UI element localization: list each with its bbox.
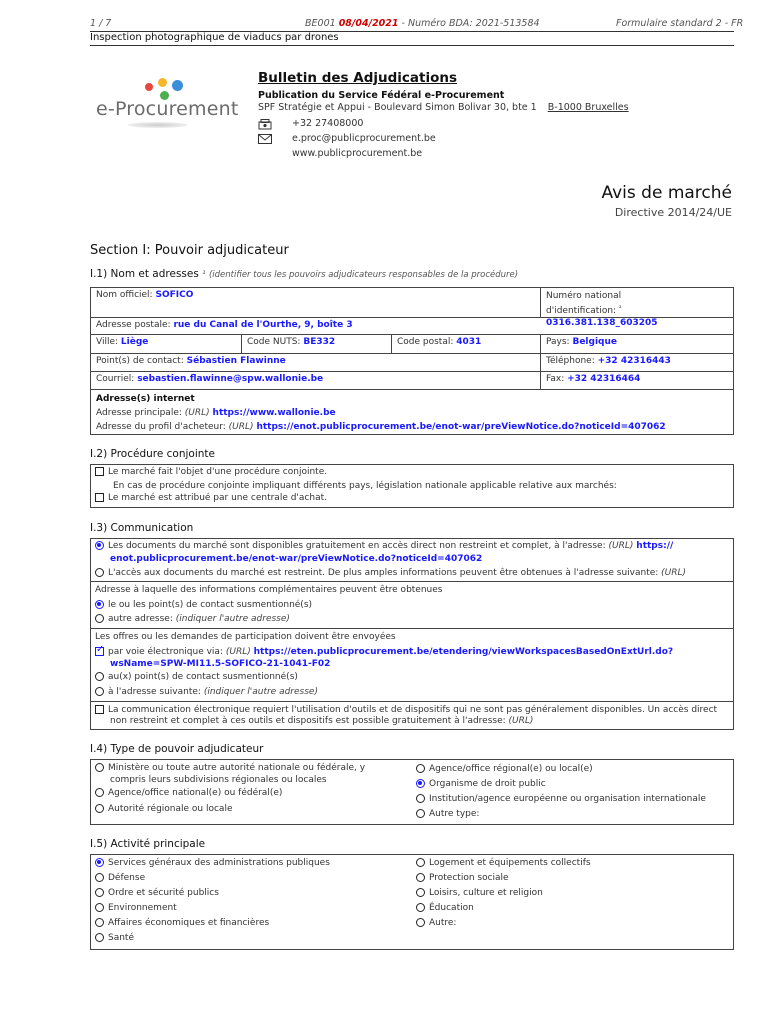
radio[interactable] xyxy=(95,933,104,942)
activity-label: Autre: xyxy=(429,918,457,928)
activity-label: Affaires économiques et financières xyxy=(108,918,270,928)
radio[interactable] xyxy=(95,763,104,772)
nuts-value: BE332 xyxy=(303,337,336,347)
docs-url-part2[interactable] xyxy=(110,554,482,564)
logo-text: e-Procurement xyxy=(96,98,239,120)
publication-date: 08/04/2021 xyxy=(338,18,399,29)
logo-dot-blue xyxy=(172,80,183,91)
radio[interactable] xyxy=(416,888,425,897)
s11-note: (identifier tous les pouvoirs adjudicateurs responsables de la procédure) xyxy=(208,270,519,280)
checkbox[interactable] xyxy=(95,705,104,714)
authority-regional-agency-option[interactable] xyxy=(416,764,593,774)
radio-selected[interactable] xyxy=(95,600,104,609)
city-value: Liège xyxy=(120,337,149,347)
postal-code: 4031 xyxy=(456,337,482,347)
email-label: Courriel: xyxy=(96,374,135,384)
activity-label: Ordre et sécurité publics xyxy=(108,888,219,898)
radio[interactable] xyxy=(416,809,425,818)
city-cell xyxy=(90,334,242,354)
radio-selected[interactable] xyxy=(95,858,104,867)
offers-label: Les offres ou les demandes de participation doivent être envoyées xyxy=(95,632,396,642)
central-purchasing-label: Le marché est attribué par une centrale d'achat. xyxy=(108,493,327,503)
authority-eu-option[interactable] xyxy=(416,794,706,804)
authority-other-option[interactable] xyxy=(416,809,479,819)
directive: Directive 2014/24/UE xyxy=(614,206,732,219)
section-title: Section I: Pouvoir adjudicateur xyxy=(90,243,289,258)
activity-label: Défense xyxy=(108,873,146,883)
logo-dot-red xyxy=(145,83,153,91)
contact-person: Sébastien Flawinne xyxy=(186,356,286,366)
electronic-tools-text2: non restreint et complet à ces outils et dispositifs est possible gratuitement à l'adresse: xyxy=(110,716,506,726)
radio[interactable] xyxy=(95,788,104,797)
phone-row xyxy=(258,118,363,129)
offers-contact-option[interactable] xyxy=(95,672,298,682)
radio[interactable] xyxy=(95,873,104,882)
electronic-tools-label: La communication électronique requiert l'utilisation d'outils et de dispositifs qui ne sont pas généralement disponibles. Un accès direct xyxy=(108,705,718,715)
checkbox[interactable] xyxy=(95,493,104,502)
buyer-profile-url[interactable]: https://enot.publicprocurement.be/enot-war/preViewNotice.do?noticeId=407062 xyxy=(256,422,666,432)
s11-title xyxy=(90,268,518,280)
page-number: 1 / 7 xyxy=(90,18,112,29)
activity-label: Logement et équipements collectifs xyxy=(429,858,591,868)
s12-title: I.2) Procédure conjointe xyxy=(90,448,215,460)
bulletin-title: Bulletin des Adjudications xyxy=(258,70,458,86)
offers-url-part2[interactable] xyxy=(110,659,330,669)
internet-cell xyxy=(90,389,734,435)
radio[interactable] xyxy=(95,918,104,927)
docs-url-part1[interactable]: https:// xyxy=(636,541,674,551)
email[interactable]: e.proc@publicprocurement.be xyxy=(292,133,436,144)
checkbox[interactable] xyxy=(95,467,104,476)
email-cell xyxy=(90,371,541,390)
main-activity-box xyxy=(90,854,734,950)
radio[interactable] xyxy=(416,858,425,867)
notice-title: Avis de marché xyxy=(601,183,732,203)
publisher-address xyxy=(258,102,629,113)
offers-address-label: à l'adresse suivante: xyxy=(108,687,201,697)
telephone: +32 42316443 xyxy=(597,356,671,366)
activity-defense-option[interactable] xyxy=(95,873,145,883)
s14-title: I.4) Type de pouvoir adjudicateur xyxy=(90,743,264,755)
main-url[interactable]: https://www.wallonie.be xyxy=(212,408,336,418)
joint-procedure-note: En cas de procédure conjointe impliquant différents pays, législation nationale applicable relative aux marchés: xyxy=(113,481,617,491)
authority-national-agency-label: Agence/office national(e) ou fédéral(e) xyxy=(108,788,283,798)
postal-code-label: Code postal: xyxy=(397,337,454,347)
activity-label: Environnement xyxy=(108,903,177,913)
fax-cell xyxy=(540,371,734,390)
checkbox-checked[interactable] xyxy=(95,647,104,656)
buyer-profile-label: Adresse du profil d'acheteur: xyxy=(96,422,226,432)
authority-ministry-label: Ministère ou toute autre autorité nationale ou fédérale, y xyxy=(108,763,366,773)
telephone-label: Téléphone: xyxy=(546,356,595,366)
central-purchasing-option[interactable] xyxy=(95,493,327,503)
postal-address-cell xyxy=(90,317,734,335)
offers-address-option[interactable] xyxy=(95,687,318,697)
radio[interactable] xyxy=(416,918,425,927)
city-label: Ville: xyxy=(96,337,119,347)
url-tag: (URL) xyxy=(228,422,254,432)
authority-regional-agency-label: Agence/office régional(e) ou local(e) xyxy=(429,764,593,774)
url-tag: (URL) xyxy=(661,568,687,578)
url-tag: (URL) xyxy=(608,541,634,551)
activity-order-option[interactable] xyxy=(95,888,219,898)
radio[interactable] xyxy=(416,903,425,912)
logo-dot-yellow xyxy=(158,78,167,87)
docs-free-label: Les documents du marché sont disponibles gratuitement en accès direct non restreint et complet, à l'adresse: xyxy=(108,541,606,551)
s11-heading: I.1) Nom et adresses xyxy=(90,268,199,280)
official-name-cell xyxy=(90,287,541,318)
url-tag: (URL) xyxy=(184,408,210,418)
url-tag: (URL) xyxy=(225,647,251,657)
contact-cell xyxy=(90,353,541,372)
offers-electronic-option[interactable] xyxy=(95,647,673,657)
postal-address: rue du Canal de l'Ourthe, 9, boîte 3 xyxy=(173,320,353,330)
national-id-cell xyxy=(540,287,734,328)
authority-national-agency-option[interactable] xyxy=(95,788,282,798)
nuts-cell xyxy=(241,334,392,354)
contact-label: Point(s) de contact: xyxy=(96,356,184,366)
radio[interactable] xyxy=(95,568,104,577)
national-id-label2: d'identification: xyxy=(546,306,617,316)
street: SPF Stratégie et Appui - Boulevard Simon Bolivar 30, bte 1 xyxy=(258,102,537,113)
radio[interactable] xyxy=(416,873,425,882)
authority-ministry-option[interactable] xyxy=(95,763,365,773)
radio[interactable] xyxy=(95,672,104,681)
official-name: SOFICO xyxy=(155,290,194,300)
city: B-1000 Bruxelles xyxy=(547,102,629,113)
url-tag: (URL) xyxy=(508,716,534,726)
divider xyxy=(90,628,734,629)
offers-address-note: (indiquer l'autre adresse) xyxy=(203,687,318,697)
authority-other-label: Autre type: xyxy=(429,809,480,819)
offers-url-part2-text[interactable]: wsName=SPW-MI11.5-SOFICO-21-1041-F02 xyxy=(110,659,331,669)
country-label: Pays: xyxy=(546,337,570,347)
activity-other-option[interactable] xyxy=(416,918,456,928)
logo-shadow xyxy=(128,122,188,128)
authority-public-law-label: Organisme de droit public xyxy=(429,779,546,789)
radio[interactable] xyxy=(416,794,425,803)
telephone-cell xyxy=(540,353,734,372)
activity-label: Éducation xyxy=(429,903,474,913)
national-id-footnote-ref: ² xyxy=(618,304,622,312)
joint-procedure-label: Le marché fait l'objet d'une procédure conjointe. xyxy=(108,467,328,477)
activity-environment-option[interactable] xyxy=(95,903,177,913)
s15-title: I.5) Activité principale xyxy=(90,838,206,850)
radio[interactable] xyxy=(95,687,104,696)
contact-email[interactable]: sebastien.flawinne@spw.wallonie.be xyxy=(137,374,324,384)
activity-health-option[interactable] xyxy=(95,933,134,943)
info-other-note: (indiquer l'autre adresse) xyxy=(175,614,290,624)
authority-public-law-option[interactable] xyxy=(416,779,546,789)
offers-contact-label: au(x) point(s) de contact susmentionné(s) xyxy=(108,672,298,682)
docs-url-part2-text[interactable]: enot.publicprocurement.be/enot-war/preViewNotice.do?noticeId=407062 xyxy=(110,554,483,564)
main-address-label: Adresse principale: xyxy=(96,408,182,418)
country: Belgique xyxy=(572,337,617,347)
activity-housing-option[interactable] xyxy=(416,858,591,868)
offers-electronic-label: par voie électronique via: xyxy=(108,647,223,657)
notice-subject: Inspection photographique de viaducs par drones xyxy=(90,32,339,43)
info-contact-label: le ou les point(s) de contact susmentionné(s) xyxy=(108,600,313,610)
info-address-label: Adresse à laquelle des informations complémentaires peuvent être obtenues xyxy=(95,585,443,595)
envelope-icon xyxy=(258,134,272,144)
offers-url-part1[interactable]: https://eten.publicprocurement.be/etendering/viewWorkspacesBasedOnExtUrl.do? xyxy=(253,647,674,657)
publisher: Publication du Service Fédéral e-Procurement xyxy=(258,90,505,101)
activity-leisure-option[interactable] xyxy=(416,888,543,898)
radio[interactable] xyxy=(95,888,104,897)
notice-reference xyxy=(305,18,540,29)
radio-selected[interactable] xyxy=(95,541,104,550)
phone: +32 27408000 xyxy=(292,118,364,129)
s11-footnote-ref: ¹ xyxy=(202,270,206,280)
authority-ministry-label2: compris leurs subdivisions régionales ou locales xyxy=(110,775,327,785)
activity-education-option[interactable] xyxy=(416,903,474,913)
activity-label: Protection sociale xyxy=(429,873,509,883)
info-other-label: autre adresse: xyxy=(108,614,173,624)
email-row xyxy=(258,133,436,144)
national-id: 0316.381.138_603205 xyxy=(546,318,658,328)
authority-regional-option[interactable] xyxy=(95,804,232,814)
fax: +32 42316464 xyxy=(567,374,641,384)
electronic-tools-option[interactable] xyxy=(95,705,717,715)
country-cell xyxy=(540,334,734,354)
radio-selected[interactable] xyxy=(416,779,425,788)
radio[interactable] xyxy=(95,614,104,623)
nuts-label: Code NUTS: xyxy=(247,337,301,347)
docs-restricted-option[interactable] xyxy=(95,568,686,578)
official-name-label: Nom officiel: xyxy=(96,290,153,300)
docs-restricted-label: L'accès aux documents du marché est restreint. De plus amples informations peuvent être obtenues à l'adresse suivante: xyxy=(108,568,659,578)
phone-icon xyxy=(258,119,272,129)
fax-label: Fax: xyxy=(546,374,565,384)
subheader-divider xyxy=(90,45,734,46)
form-code: BE001 xyxy=(305,18,336,29)
activity-label: Loisirs, culture et religion xyxy=(429,888,543,898)
activity-social-option[interactable] xyxy=(416,873,509,883)
authority-regional-label: Autorité régionale ou locale xyxy=(108,804,233,814)
joint-procedure-option[interactable] xyxy=(95,467,327,477)
national-id-label: Numéro national xyxy=(546,291,622,301)
electronic-tools-label2 xyxy=(110,716,533,726)
activity-label: Santé xyxy=(108,933,134,943)
authority-eu-label: Institution/agence européenne ou organisation internationale xyxy=(429,794,706,804)
s13-title: I.3) Communication xyxy=(90,522,194,534)
form-type: Formulaire standard 2 - FR xyxy=(616,18,744,29)
postal-address-label: Adresse postale: xyxy=(96,320,171,330)
activity-economic-option[interactable] xyxy=(95,918,269,928)
postal-code-cell xyxy=(391,334,541,354)
activity-label: Services généraux des administrations publiques xyxy=(108,858,330,868)
divider xyxy=(90,701,734,702)
divider xyxy=(90,581,734,582)
radio[interactable] xyxy=(416,764,425,773)
radio[interactable] xyxy=(95,903,104,912)
radio[interactable] xyxy=(95,804,104,813)
info-contact-option[interactable] xyxy=(95,600,312,610)
activity-general-option[interactable] xyxy=(95,858,330,868)
info-other-option[interactable] xyxy=(95,614,290,624)
website[interactable]: www.publicprocurement.be xyxy=(292,148,423,159)
bda-number: - Numéro BDA: 2021-513584 xyxy=(401,18,540,29)
internet-label: Adresse(s) internet xyxy=(96,394,195,404)
docs-free-option[interactable] xyxy=(95,541,673,551)
